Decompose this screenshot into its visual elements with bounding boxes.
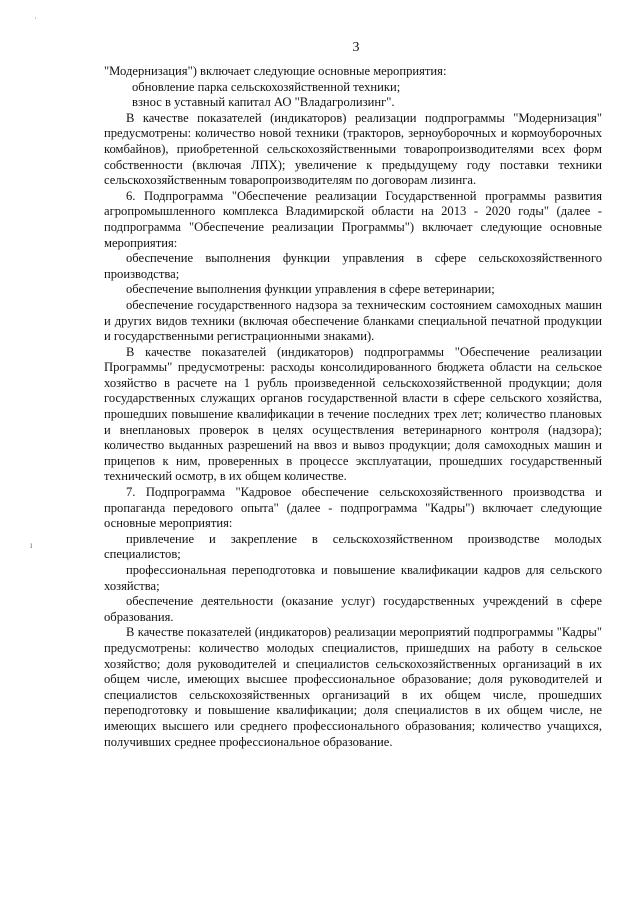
- paragraph-13: обеспечение деятельности (оказание услуг) государственных учреждений в сфере образования.: [104, 594, 602, 624]
- page-number: 3: [352, 40, 360, 55]
- paragraph-12: профессиональная переподготовка и повышение квалификации кадров для сельского хозяйства;: [104, 563, 602, 593]
- paragraph-5: 6. Подпрограмма "Обеспечение реализации Государственной программы развития агропромышленного комплекса Владимирской области на 2013 - 2020 годы" (далее - подпрограмма "Обеспечение реализации Программы") включает следующие основные мероприятия:: [104, 188, 602, 250]
- paragraph-1: "Модернизация") включает следующие основные мероприятия:: [104, 64, 447, 78]
- scan-mark-top-left: ˙: [34, 16, 37, 26]
- paragraph-4: В качестве показателей (индикаторов) реализации подпрограммы "Модернизация" предусмотрены: количество новой техники (тракторов, зерноуборочных и кормоуборочных комбайнов), приобретенной сельскохозяйственными товаропроизводителями всех форм собственности (включая ЛПХ); увеличение к предыдущему году поставки техники сельскохозяйственным товаропроизводителям по договорам лизинга.: [104, 110, 602, 188]
- document-body: [104, 64, 602, 750]
- paragraph-10: 7. Подпрограмма "Кадровое обеспечение сельскохозяйственного производства и пропаганда передового опыта" (далее - подпрограмма "Кадры") включает следующие основные мероприятия:: [104, 485, 602, 531]
- paragraph-11: привлечение и закрепление в сельскохозяйственном производстве молодых специалистов;: [104, 531, 602, 562]
- paragraph-3: взнос в уставный капитал АО "Владагролизинг".: [132, 95, 395, 110]
- paragraph-2: обновление парка сельскохозяйственной техники;: [132, 79, 401, 94]
- paragraph-8: обеспечение государственного надзора за техническим состоянием самоходных машин и других видов техники (включая обеспечение бланками специальной печатной продукции и государственными регистрационными знаками).: [104, 297, 602, 344]
- paragraph-7: обеспечение выполнения функции управления в сфере ветеринарии;: [126, 282, 495, 297]
- paragraph-9: В качестве показателей (индикаторов) подпрограммы "Обеспечение реализации Программы" предусмотрены: расходы консолидированного бюджета области на сельское хозяйство в расчете на 1 рубль произведенной сельскохозяйственной продукции; доля государственных служащих органов государственной власти в сфере сельского хозяйства, прошедших повышение квалификации в течение последних трех лет; количество плановых и внеплановых проверок в целях осуществления ветеринарного контроля (надзора); количество выданных разрешений на ввоз и вывоз продукции; доля самоходных машин и прицепов к ним, проверенных в процессе эксплуатации, прошедших государственный технический осмотр, в их общем количестве.: [104, 344, 602, 484]
- paragraph-6: обеспечение выполнения функции управления в сфере сельскохозяйственного производства;: [104, 251, 602, 281]
- paragraph-14: В качестве показателей (индикаторов) реализации мероприятий подпрограммы "Кадры" предусмотрены: количество молодых специалистов, пришедших на работу в сельское хозяйство; доля руководителей и специалистов сельскохозяйственных организаций в их общем числе, имеющих высшее профессиональное образование; доля руководителей и специалистов сельскохозяйственных организаций в их общем числе, прошедших переподготовку и повышение квалификации; доля специалистов в их общем числе, не имеющих высшего или среднего профессионального образования; количество учащихся, получивших среднее профессиональное образование.: [104, 625, 602, 749]
- scan-mark-left: ı: [30, 540, 33, 550]
